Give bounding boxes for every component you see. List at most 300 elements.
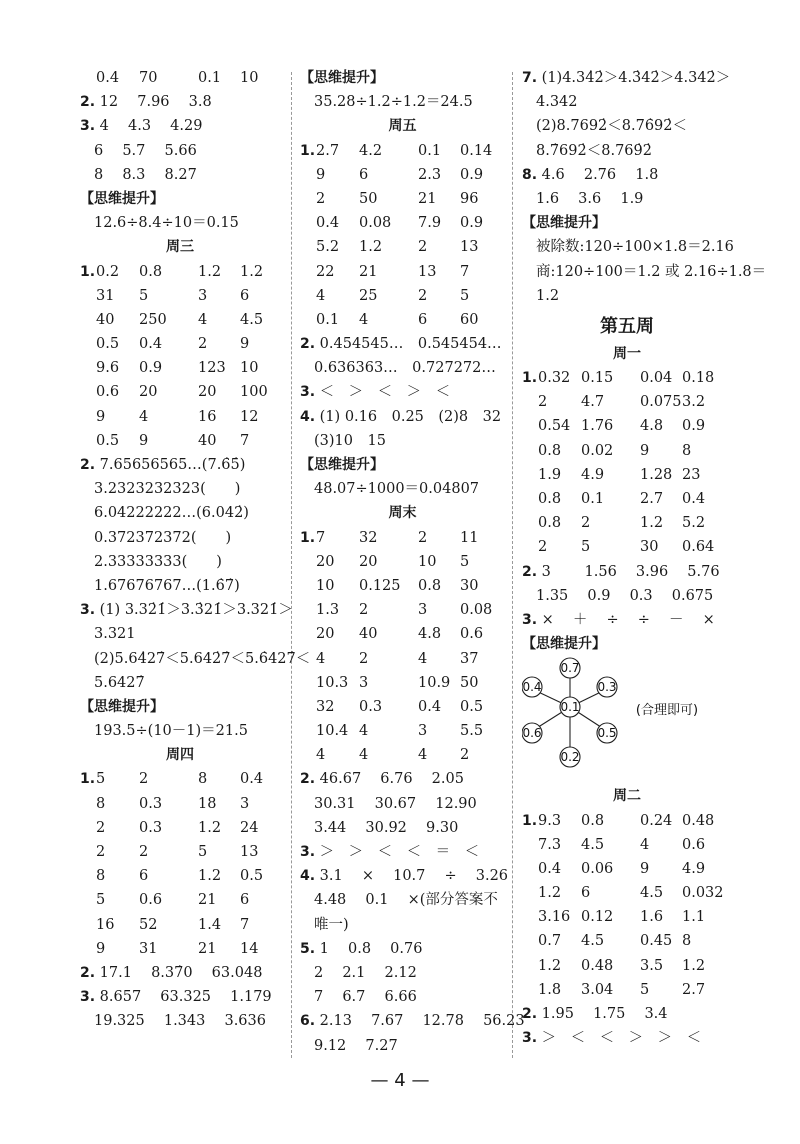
center-value: 0.1 xyxy=(560,700,580,715)
answer-text: 0.636363… 0.727272… xyxy=(314,360,496,377)
answer-cell: 3 xyxy=(418,602,428,619)
answer-row xyxy=(300,526,505,550)
answer-row xyxy=(80,163,280,187)
answer-cell: 3 xyxy=(359,674,369,691)
answer-cell: 0.15 xyxy=(581,370,614,387)
answer-column-1 xyxy=(80,66,311,1034)
answer-cell: 0.5 xyxy=(460,698,484,715)
answer-cell: 1.2 xyxy=(198,819,222,836)
answer-text: 7 6.7 6.66 xyxy=(314,989,417,1006)
answer-row xyxy=(80,380,280,404)
answer-cell: 0.08 xyxy=(460,602,493,619)
answer-cell: 13 xyxy=(240,844,259,860)
answer-row xyxy=(300,332,505,356)
answer-cell: 31 xyxy=(96,287,115,304)
answer-cell: 2.7 xyxy=(640,491,664,507)
answer-cell: 7.3 xyxy=(538,836,562,853)
answer-cell: 4.8 xyxy=(640,418,664,435)
answer-cell: 0.1 xyxy=(418,142,442,159)
answer-text: 6.04222222…(6.042̇) xyxy=(94,505,249,522)
answer-text: 48.07÷1000＝0.04807 xyxy=(314,481,480,498)
answer-cell: 3 xyxy=(240,795,250,812)
answer-text: ＞ ＞ ＜ ＜ ＝ ＜ xyxy=(319,844,480,860)
answer-cell: 0.32 xyxy=(538,370,571,387)
answer-row xyxy=(300,647,505,671)
answer-cell: 0.1 xyxy=(198,70,222,86)
question-number: 1. xyxy=(522,812,538,829)
answer-cell: 4 xyxy=(316,650,326,667)
answer-cell: 8 xyxy=(96,795,106,812)
answer-text: 3.2323232323( ) xyxy=(94,481,241,498)
answer-cell: 32 xyxy=(316,698,335,715)
answer-text: 193.5÷(10－1)＝21.5 xyxy=(94,723,248,740)
answer-cell: 0.04 xyxy=(640,370,673,387)
diagram-note: (合理即可) xyxy=(635,703,699,719)
answer-cell: 0.9 xyxy=(460,166,484,183)
answer-cell: 14 xyxy=(240,940,259,957)
answer-row xyxy=(80,356,280,380)
answer-row xyxy=(300,284,505,308)
answer-text: ＞ ＜ ＜ ＞ ＞ ＜ xyxy=(541,1030,702,1047)
answer-row xyxy=(80,622,280,646)
answer-cell: 21 xyxy=(359,263,378,280)
answer-cell: 9 xyxy=(640,860,650,877)
answer-cell: 0.45 xyxy=(640,933,673,950)
answer-cell: 9 xyxy=(240,336,250,353)
question-number: 4. xyxy=(300,868,316,885)
day-heading: 周四 xyxy=(166,747,194,764)
answer-cell: 2 xyxy=(316,190,326,207)
question-number: 8. xyxy=(522,166,538,183)
answer-cell: 0.14 xyxy=(460,142,493,159)
answer-row xyxy=(80,66,280,90)
answer-cell: 1.9 xyxy=(538,466,562,483)
column-divider xyxy=(291,72,292,1058)
answer-cell: 21 xyxy=(418,190,437,207)
answer-text: × ＋ ÷ ÷ － × xyxy=(541,611,715,628)
lower-left-value: 0.6 xyxy=(522,726,542,741)
answer-cell: 4 xyxy=(139,408,149,425)
answer-text: 商:120÷100＝1.2 或 2.16÷1.8＝ xyxy=(536,263,767,280)
answer-row xyxy=(300,380,505,404)
answer-row xyxy=(522,439,732,463)
answer-cell: 4.5 xyxy=(240,311,264,328)
answer-cell: 40 xyxy=(359,626,378,643)
answer-cell: 31 xyxy=(139,940,158,957)
answer-row xyxy=(80,792,280,816)
question-number: 4. xyxy=(300,408,316,425)
answer-row xyxy=(80,477,280,501)
answer-row xyxy=(80,550,280,574)
answer-cell: 0.6 xyxy=(96,384,120,401)
answer-text: 2 2.1 2.12 xyxy=(314,964,417,981)
day-heading: 周五 xyxy=(388,118,417,135)
answer-text: 30.31 30.67 12.90 xyxy=(314,795,477,812)
day-heading: 周三 xyxy=(166,239,194,256)
answer-cell: 50 xyxy=(359,190,378,207)
answer-cell: 4 xyxy=(418,747,428,764)
answer-row xyxy=(300,961,505,985)
answer-cell: 0.6 xyxy=(139,892,163,909)
question-number: 1. xyxy=(522,370,538,387)
answer-row xyxy=(522,954,732,978)
answer-cell: 7 xyxy=(460,263,470,280)
answer-text: 17.1 8.37̇0 63.048 xyxy=(99,964,263,981)
answer-cell: 0.18 xyxy=(682,370,715,387)
answer-row xyxy=(522,511,732,535)
question-number: 3. xyxy=(522,1030,538,1047)
answer-text: ＜ ＞ ＜ ＞ ＜ xyxy=(319,384,451,401)
answer-cell: 0.4 xyxy=(538,860,562,877)
answer-cell: 0.1 xyxy=(316,311,340,328)
answer-cell: 1.2 xyxy=(640,515,664,532)
answer-cell: 8 xyxy=(96,868,106,885)
answer-cell: 10.4 xyxy=(316,723,349,740)
answer-row xyxy=(80,332,280,356)
answer-cell: 4 xyxy=(418,650,428,667)
answer-row xyxy=(80,284,280,308)
answer-text: 19.325 1.343 3.636 xyxy=(94,1013,266,1030)
answer-cell: 0.5 xyxy=(96,432,120,449)
answer-row xyxy=(522,139,732,163)
answer-cell: 18 xyxy=(198,795,217,812)
answer-cell: 4 xyxy=(359,723,369,740)
answer-cell: 4 xyxy=(316,747,326,764)
answer-cell: 5 xyxy=(460,553,470,570)
answer-cell: 0.3 xyxy=(139,819,163,836)
question-number: 3. xyxy=(80,118,96,135)
answer-row xyxy=(300,260,505,284)
day-heading: 周一 xyxy=(613,345,641,362)
answer-cell: 0.032 xyxy=(682,885,724,902)
answer-cell: 0.7 xyxy=(538,933,562,950)
answer-row xyxy=(522,978,732,1002)
answer-row xyxy=(300,767,505,791)
answer-cell: 6 xyxy=(240,287,250,304)
answer-cell: 96 xyxy=(460,190,479,207)
answer-text: 7.65656565…(7.6̇5̇) xyxy=(99,457,246,473)
answer-row xyxy=(300,574,505,598)
answer-cell: 5.5 xyxy=(460,723,484,740)
answer-text: 8.657 63.325 1.179 xyxy=(99,989,272,1006)
answer-cell: 4 xyxy=(198,311,208,328)
question-number: 1. xyxy=(80,263,96,280)
question-number: 2. xyxy=(80,457,96,473)
answer-row xyxy=(522,260,767,284)
answer-cell: 4 xyxy=(640,836,650,853)
answer-row xyxy=(522,905,732,929)
day-heading: 周末 xyxy=(388,505,417,522)
answer-cell: 0.6 xyxy=(460,626,484,643)
answer-row xyxy=(80,211,280,235)
answer-row xyxy=(80,840,280,864)
answer-cell: 25 xyxy=(359,287,378,304)
answer-row xyxy=(522,809,732,833)
answer-text: (1) 3.32̇1̇＞3.3̇21̇＞3.321̇＞ xyxy=(99,602,293,619)
answer-cell: 0.48 xyxy=(682,812,715,829)
answer-row xyxy=(80,671,280,695)
answer-row xyxy=(522,114,732,138)
answer-cell: 20 xyxy=(139,384,158,401)
answer-cell: 0.8 xyxy=(581,812,605,829)
answer-cell: 250 xyxy=(139,311,167,328)
question-number: 5. xyxy=(300,940,316,957)
answer-cell: 4.5 xyxy=(581,933,605,950)
answer-text: 12 7.96 3.8 xyxy=(99,94,212,111)
answer-cell: 2 xyxy=(139,844,149,860)
answer-cell: 11 xyxy=(460,529,479,546)
answer-cell: 0.9 xyxy=(460,215,484,232)
answer-text: 5.6427̇ xyxy=(94,674,145,691)
answer-text: 35.28÷1.2÷1.2＝24.5 xyxy=(314,94,473,111)
answer-text: 6 5.7 5.66 xyxy=(94,142,197,159)
answer-text: (1)4.34̇2̇＞4.3̇42̇＞4.342̇＞ xyxy=(541,70,731,86)
answer-row xyxy=(80,598,293,622)
answer-text: 1.6 3.6 1.9 xyxy=(536,190,644,207)
answer-cell: 3.04 xyxy=(581,981,614,998)
answer-cell: 0.4 xyxy=(418,698,442,715)
answer-row xyxy=(80,501,280,525)
answer-cell: 40 xyxy=(96,311,115,328)
answer-cell: 30 xyxy=(640,539,659,556)
answer-row xyxy=(522,833,732,857)
answer-row xyxy=(300,743,505,767)
answer-row xyxy=(522,284,732,308)
answer-cell: 2 xyxy=(418,287,428,304)
answer-text: 4.48 0.1 ×(部分答案不 xyxy=(314,892,498,909)
question-number: 1. xyxy=(80,771,96,788)
answer-text: 3.1 × 10.7 ÷ 3.26 xyxy=(319,868,509,885)
answer-cell: 5 xyxy=(96,892,106,909)
answer-cell: 0.1 xyxy=(581,491,605,507)
answer-cell: 7 xyxy=(316,529,326,546)
answer-cell: 1.4 xyxy=(198,916,222,933)
answer-cell: 40 xyxy=(198,432,217,449)
column-divider xyxy=(512,72,513,1058)
answer-cell: 10 xyxy=(240,360,259,377)
answer-cell: 0.48 xyxy=(581,957,614,974)
answer-row xyxy=(522,463,732,487)
answer-cell: 1.1 xyxy=(682,909,706,926)
answer-cell: 23 xyxy=(682,466,701,483)
answer-row xyxy=(80,429,280,453)
answer-row xyxy=(522,584,732,608)
answer-row xyxy=(300,163,505,187)
answer-cell: 8 xyxy=(198,771,208,788)
answer-cell: 1.8 xyxy=(538,981,562,998)
answer-cell: 0.12 xyxy=(581,909,614,926)
answer-cell: 4.8 xyxy=(418,626,442,643)
answer-row xyxy=(300,235,505,259)
answer-cell: 2 xyxy=(198,336,208,353)
answer-cell: 4 xyxy=(359,747,369,764)
answer-cell: 8 xyxy=(682,442,692,459)
answer-row xyxy=(300,840,505,864)
answer-cell: 5 xyxy=(581,539,591,556)
answer-cell: 2.7 xyxy=(316,142,340,159)
answer-cell: 5 xyxy=(640,981,650,998)
answer-text: 4.6 2.76 1.8 xyxy=(541,166,659,183)
answer-text: (2)8.7692̇＜8.76̇92̇＜ xyxy=(536,118,688,135)
answer-cell: 2 xyxy=(538,539,548,556)
answer-cell: 0.4 xyxy=(139,336,163,353)
answer-row xyxy=(300,816,505,840)
answer-text: (2)5.64̇27̇＜5.642̇7̇＜5.6̇427̇＜ xyxy=(94,650,311,667)
answer-cell: 5.2 xyxy=(316,239,340,256)
answer-cell: 0.64 xyxy=(682,539,715,556)
number-star-diagram-svg xyxy=(522,656,732,784)
answer-cell: 0.8 xyxy=(538,491,562,507)
answer-cell: 60 xyxy=(460,311,479,328)
answer-cell: 2.7 xyxy=(682,981,706,998)
answer-cell: 0.24 xyxy=(640,812,673,829)
answer-cell: 5 xyxy=(460,287,470,304)
answer-cell: 1.2 xyxy=(359,239,383,256)
answer-row xyxy=(300,913,505,937)
page-number: — 4 — xyxy=(370,1070,430,1091)
answer-cell: 2 xyxy=(538,394,548,411)
upper-right-value: 0.3 xyxy=(597,680,617,695)
question-number: 2. xyxy=(80,964,96,981)
answer-row xyxy=(300,356,505,380)
answer-row xyxy=(300,429,505,453)
question-number: 3. xyxy=(80,989,96,1006)
answer-text: 1.95 1.75 3.4 xyxy=(541,1006,668,1022)
answer-text: 8 8.3 8.27 xyxy=(94,166,197,183)
answer-row xyxy=(300,1034,505,1058)
answer-cell: 0.08 xyxy=(359,215,392,232)
answer-cell: 3 xyxy=(198,287,208,304)
answer-cell: 10 xyxy=(316,577,335,594)
answer-row xyxy=(300,937,505,961)
answer-cell: 9 xyxy=(96,940,106,957)
answer-text: 被除数:120÷100×1.8＝2.16 xyxy=(536,239,734,256)
answer-cell: 4 xyxy=(316,287,326,304)
answer-cell: 1.6 xyxy=(640,909,664,926)
upper-left-value: 0.4 xyxy=(522,680,542,695)
answer-text: 1.35 0.9 0.3 0.675 xyxy=(536,587,714,604)
answer-cell: 0.4 xyxy=(96,70,120,86)
answer-cell: 4 xyxy=(359,311,369,328)
question-number: 2. xyxy=(522,1006,538,1022)
answer-text: 唯一) xyxy=(314,916,349,933)
answer-cell: 0.125 xyxy=(359,577,401,594)
answer-cell: 4.7 xyxy=(581,394,605,411)
question-number: 1. xyxy=(300,142,316,159)
answer-cell: 9 xyxy=(139,432,149,449)
answer-row xyxy=(522,608,732,632)
section-heading: 【思维提升】 xyxy=(300,70,384,86)
answer-cell: 50 xyxy=(460,674,479,691)
answer-cell: 16 xyxy=(198,408,217,425)
answer-row xyxy=(80,1009,280,1033)
answer-cell: 13 xyxy=(460,239,479,256)
answer-row xyxy=(80,864,280,888)
answer-row xyxy=(80,308,280,332)
answer-cell: 0.2 xyxy=(96,263,120,280)
answer-row xyxy=(522,163,732,187)
answer-row xyxy=(300,405,505,429)
answer-cell: 1.3 xyxy=(316,602,340,619)
answer-row xyxy=(300,985,505,1009)
answer-text: 3.321 xyxy=(94,626,136,643)
answer-row xyxy=(300,477,505,501)
answer-row xyxy=(300,550,505,574)
answer-cell: 5 xyxy=(139,287,149,304)
question-number: 1. xyxy=(300,529,316,546)
answer-cell: 21 xyxy=(198,940,217,957)
answer-row xyxy=(522,1026,732,1050)
answer-row xyxy=(300,139,505,163)
answer-cell: 2 xyxy=(418,239,428,256)
answer-cell: 24 xyxy=(240,819,259,836)
answer-cell: 1.2 xyxy=(198,868,222,885)
answer-row xyxy=(522,929,732,953)
answer-cell: 3.5 xyxy=(640,957,664,974)
answer-cell: 52 xyxy=(139,916,158,933)
answer-cell: 6 xyxy=(139,868,149,885)
answer-cell: 20 xyxy=(316,626,335,643)
answer-text: 4 4.3 4.29 xyxy=(99,118,203,135)
answer-cell: 0.9 xyxy=(682,418,706,435)
answer-row xyxy=(300,719,505,743)
answer-text: (3)10 15 xyxy=(314,432,386,449)
answer-cell: 7.9 xyxy=(418,215,442,232)
answer-cell: 0.4 xyxy=(240,771,264,788)
answer-cell: 4.5 xyxy=(581,836,605,853)
answer-cell: 0.5 xyxy=(96,336,120,353)
bottom-value: 0.2 xyxy=(560,750,580,765)
answer-cell: 70 xyxy=(139,70,158,86)
answer-cell: 1.2 xyxy=(240,263,264,280)
answer-row xyxy=(522,487,732,511)
answer-cell: 0.8 xyxy=(139,263,163,280)
answer-text: 9.12 7.27 xyxy=(314,1037,398,1054)
answer-cell: 9.3 xyxy=(538,812,562,829)
answer-cell: 3 xyxy=(418,723,428,740)
number-star-diagram xyxy=(522,656,732,784)
answer-text: 0.454545… 0.545454… xyxy=(319,336,502,353)
answer-row xyxy=(300,622,505,646)
answer-row xyxy=(300,187,505,211)
answer-cell: 8 xyxy=(682,933,692,950)
question-number: 3. xyxy=(522,611,538,628)
answer-cell: 100 xyxy=(240,384,268,401)
answer-cell: 3.2 xyxy=(682,394,706,411)
answer-cell: 2 xyxy=(96,844,106,860)
answer-text: 1 0.8 0.76 xyxy=(319,940,423,957)
answer-cell: 9 xyxy=(96,408,106,425)
answer-cell: 2 xyxy=(418,529,428,546)
answer-cell: 37 xyxy=(460,650,479,667)
answer-cell: 6 xyxy=(359,166,369,183)
answer-column-3 xyxy=(522,66,767,1050)
section-heading: 【思维提升】 xyxy=(80,190,164,207)
section-heading: 【思维提升】 xyxy=(80,698,164,715)
question-number: 7. xyxy=(522,70,538,86)
answer-cell: 10 xyxy=(418,553,437,570)
top-value: 0.7 xyxy=(560,661,580,676)
answer-text: (1) 0.16 0.25 (2)8 32 xyxy=(319,408,502,425)
answer-row xyxy=(522,560,732,584)
answer-cell: 2 xyxy=(359,602,369,619)
answer-row xyxy=(300,598,505,622)
answer-cell: 10.3 xyxy=(316,674,349,691)
answer-cell: 4.2 xyxy=(359,142,383,159)
answer-row xyxy=(80,526,280,550)
answer-cell: 1.76 xyxy=(581,418,614,435)
answer-text: 0.372372372( ) xyxy=(94,529,232,546)
